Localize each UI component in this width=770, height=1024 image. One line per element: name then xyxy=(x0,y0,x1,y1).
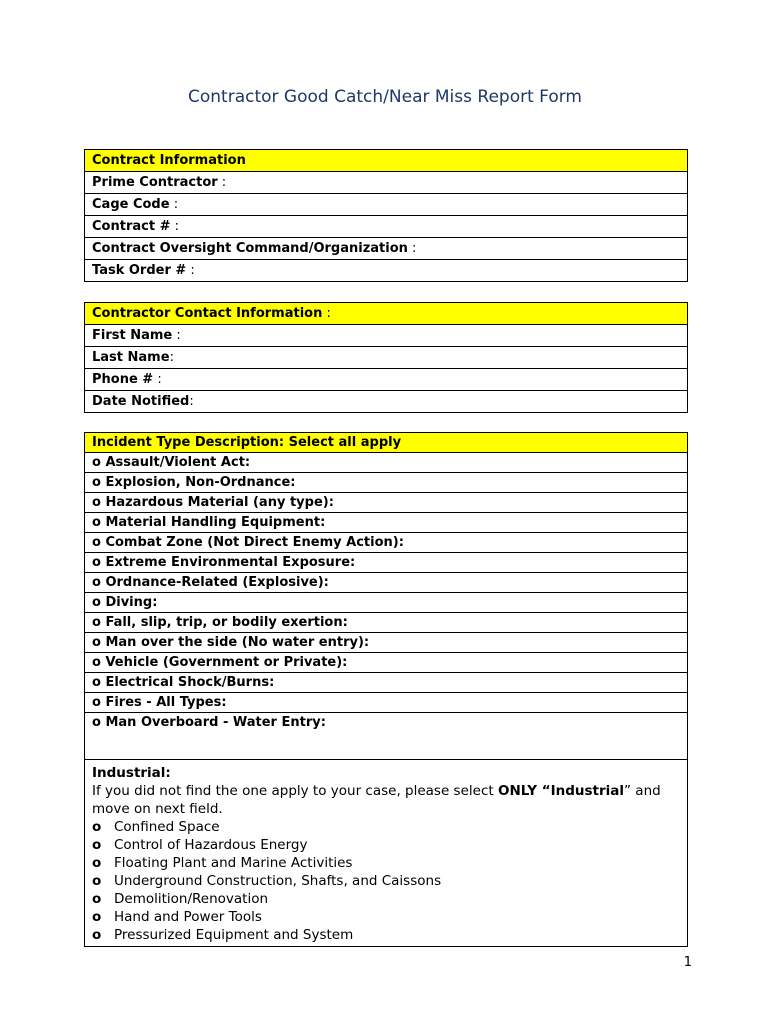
oversight-command-field[interactable] xyxy=(85,238,688,260)
field-label: Last Name xyxy=(92,350,170,365)
field-label: Contract Oversight Command/Organization xyxy=(92,241,408,256)
prime-contractor-field[interactable] xyxy=(85,172,688,194)
field-suffix: : xyxy=(169,197,179,212)
option-marker: o xyxy=(92,909,102,925)
incident-option[interactable]: o Ordnance-Related (Explosive): xyxy=(85,573,688,593)
field-label: Task Order # xyxy=(92,263,187,278)
incident-option[interactable]: o Material Handling Equipment: xyxy=(85,513,688,533)
option-marker: o xyxy=(92,819,102,835)
industrial-heading: Industrial: xyxy=(92,765,171,781)
option-label: Demolition/Renovation xyxy=(114,891,269,907)
incident-option[interactable]: o Fires - All Types: xyxy=(85,693,688,713)
industrial-option[interactable] xyxy=(92,818,680,836)
incident-option[interactable]: o Vehicle (Government or Private): xyxy=(85,653,688,673)
option-label: Control of Hazardous Energy xyxy=(114,837,308,853)
incident-option[interactable]: o Extreme Environmental Exposure: xyxy=(85,553,688,573)
incident-option[interactable]: o Assault/Violent Act: xyxy=(85,453,688,473)
incident-option[interactable]: o Man over the side (No water entry): xyxy=(85,633,688,653)
date-notified-field[interactable] xyxy=(85,391,688,413)
incident-option[interactable]: o Diving: xyxy=(85,593,688,613)
field-suffix: : xyxy=(186,263,195,278)
industrial-option[interactable] xyxy=(92,908,680,926)
field-suffix: : xyxy=(169,350,174,365)
option-label: Confined Space xyxy=(114,819,220,835)
field-suffix: : xyxy=(407,241,417,256)
option-marker: o xyxy=(92,855,102,871)
cage-code-field[interactable] xyxy=(85,194,688,216)
contact-information-table xyxy=(84,302,688,413)
industrial-option[interactable] xyxy=(92,854,680,872)
industrial-section xyxy=(85,760,688,947)
page-title: Contractor Good Catch/Near Miss Report Form xyxy=(188,87,582,107)
field-suffix: : xyxy=(217,175,227,190)
contact-header-suffix: : xyxy=(322,306,331,321)
contact-header-label: Contractor Contact Information xyxy=(92,306,323,321)
option-label: Pressurized Equipment and System xyxy=(114,927,354,943)
field-label: Phone # xyxy=(92,372,154,387)
contact-information-header xyxy=(85,303,688,325)
field-suffix: : xyxy=(153,372,162,387)
industrial-note-bold: ONLY “Industrial xyxy=(497,783,625,799)
contract-information-table xyxy=(84,149,688,282)
task-order-field[interactable] xyxy=(85,260,688,282)
phone-field[interactable] xyxy=(85,369,688,391)
field-label: Cage Code xyxy=(92,197,170,212)
last-name-field[interactable] xyxy=(85,347,688,369)
field-label: Contract # xyxy=(92,219,171,234)
incident-option[interactable]: o Fall, slip, trip, or bodily exertion: xyxy=(85,613,688,633)
option-label: Hand and Power Tools xyxy=(114,909,262,925)
industrial-options-list xyxy=(92,818,680,944)
field-suffix: : xyxy=(170,219,179,234)
industrial-note-post: ” and move on next field. xyxy=(92,783,661,817)
field-suffix: : xyxy=(172,328,181,343)
incident-option[interactable]: o Hazardous Material (any type): xyxy=(85,493,688,513)
incident-type-header: Incident Type Description: Select all apply xyxy=(85,433,688,453)
option-label: Underground Construction, Shafts, and Caissons xyxy=(114,873,442,889)
contract-number-field[interactable] xyxy=(85,216,688,238)
incident-type-table xyxy=(84,432,688,947)
field-suffix: : xyxy=(189,394,194,409)
incident-option[interactable]: o Man Overboard - Water Entry: xyxy=(85,713,688,760)
field-label: First Name xyxy=(92,328,173,343)
industrial-option[interactable] xyxy=(92,890,680,908)
field-label: Date Notified xyxy=(92,394,190,409)
industrial-note-pre: If you did not find the one apply to your case, please select xyxy=(92,783,498,799)
option-marker: o xyxy=(92,837,102,853)
incident-option[interactable]: o Electrical Shock/Burns: xyxy=(85,673,688,693)
field-label: Prime Contractor xyxy=(92,175,218,190)
incident-option[interactable]: o Explosion, Non-Ordnance: xyxy=(85,473,688,493)
option-marker: o xyxy=(92,927,102,943)
industrial-option[interactable] xyxy=(92,926,680,944)
option-marker: o xyxy=(92,891,102,907)
industrial-option[interactable] xyxy=(92,872,680,890)
incident-option[interactable]: o Combat Zone (Not Direct Enemy Action): xyxy=(85,533,688,553)
first-name-field[interactable] xyxy=(85,325,688,347)
page-number: 1 xyxy=(683,955,692,970)
option-label: Floating Plant and Marine Activities xyxy=(114,855,353,871)
contract-information-header: Contract Information xyxy=(85,150,688,172)
industrial-note xyxy=(92,782,680,818)
option-marker: o xyxy=(92,873,102,889)
industrial-option[interactable] xyxy=(92,836,680,854)
